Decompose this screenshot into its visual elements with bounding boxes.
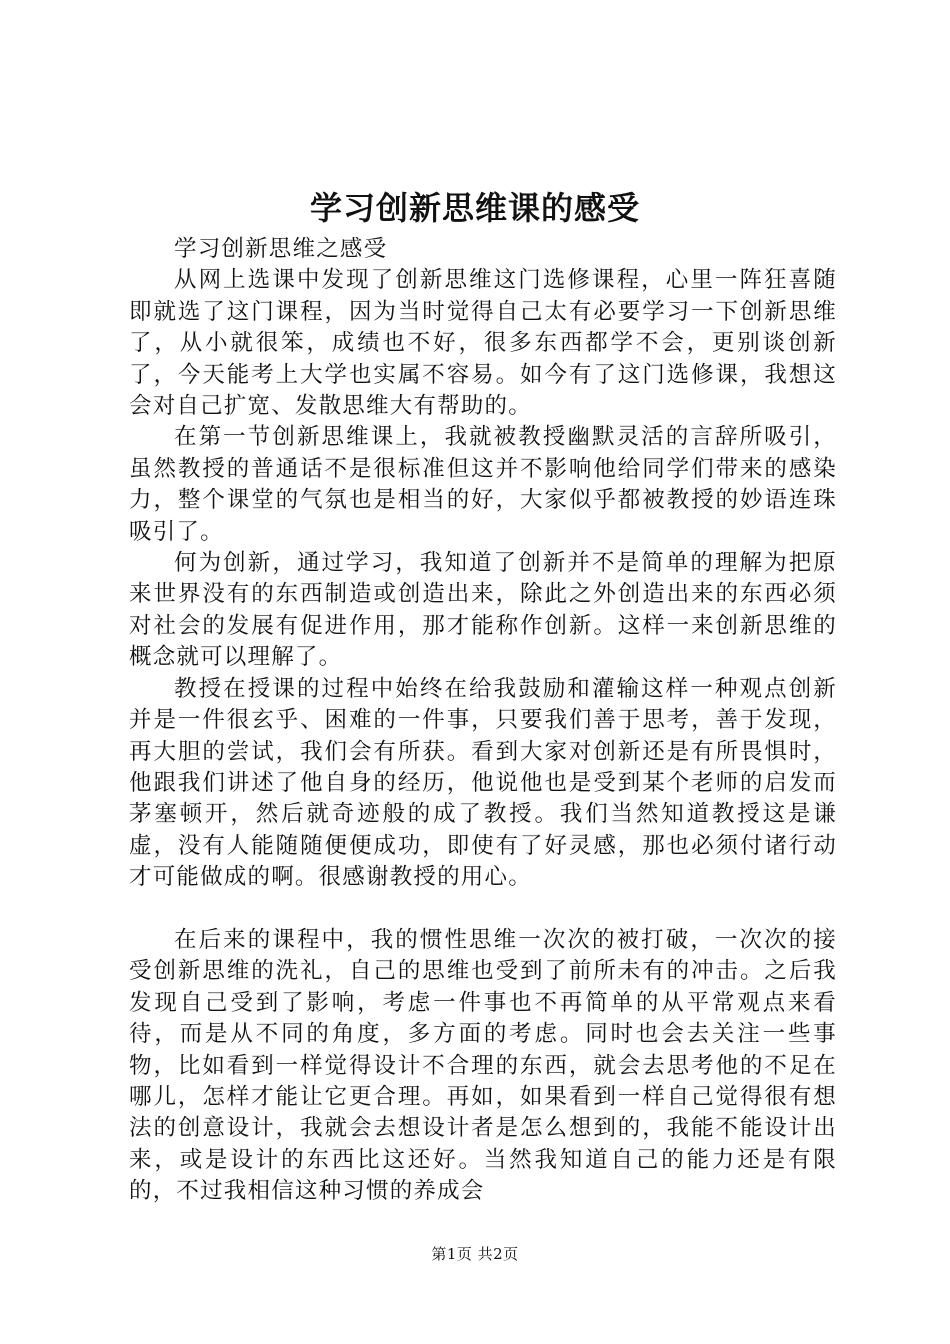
paragraph-4: 教授在授课的过程中始终在给我鼓励和灌输这样一种观点创新并是一件很玄乎、困难的一件事，只要我们善于思考，善于发现，再大胆的尝试，我们会有所获。看到大家对创新还是有所畏惧时，他跟我们讲述了他自身的经历，他说他也是受到某个老师的启发而茅塞顿开，然后就奇迹般的成了教授。我们当然知道教授这是谦虚，没有人能随随便便成功，即使有了好灵感，那也必须付诸行动才可能做成的啊。很感谢教授的用心。: [129, 675, 837, 891]
paragraph-1: 从网上选课中发现了创新思维这门选修课程，心里一阵狂喜随即就选了这门课程，因为当时觉得自己太有必要学习一下创新思维了，从小就很笨，成绩也不好，很多东西都学不会，更别谈创新了，今天能考上大学也实属不容易。如今有了这门选修课，我想这会对自己扩宽、发散思维大有帮助的。: [129, 267, 837, 420]
paragraph-2: 在第一节创新思维课上，我就被教授幽默灵活的言辞所吸引，虽然教授的普通话不是很标准但这并不影响他给同学们带来的感染力，整个课堂的气氛也是相当的好，大家似乎都被教授的妙语连珠吸引了。: [129, 424, 837, 545]
document-subtitle: 学习创新思维之感受: [174, 236, 388, 262]
page-footer: 第1页 共2页: [431, 1245, 519, 1263]
document-body: [129, 234, 837, 1208]
paragraph-5: 在后来的课程中，我的惯性思维一次次的被打破，一次次的接受创新思维的洗礼，自己的思维也受到了前所未有的冲击。之后我发现自己受到了影响，考虑一件事也不再简单的从平常观点来看待，而是从不同的角度，多方面的考虑。同时也会去关注一些事物，比如看到一样觉得设计不合理的东西，就会去思考他的不足在哪儿，怎样才能让它更合理。再如，如果看到一样自己觉得很有想法的创意设计，我就会去想设计者是怎么想到的，我能不能设计出来，或是设计的东西比这还好。当然我知道自己的能力还是有限的，不过我相信这种习惯的养成会: [129, 926, 837, 1205]
document-title: 学习创新思维课的感受: [309, 189, 640, 227]
paragraph-3: 何为创新，通过学习，我知道了创新并不是简单的理解为把原来世界没有的东西制造或创造出来，除此之外创造出来的东西必须对社会的发展有促进作用，那才能称作创新。这样一来创新思维的概念就可以理解了。: [129, 550, 837, 671]
